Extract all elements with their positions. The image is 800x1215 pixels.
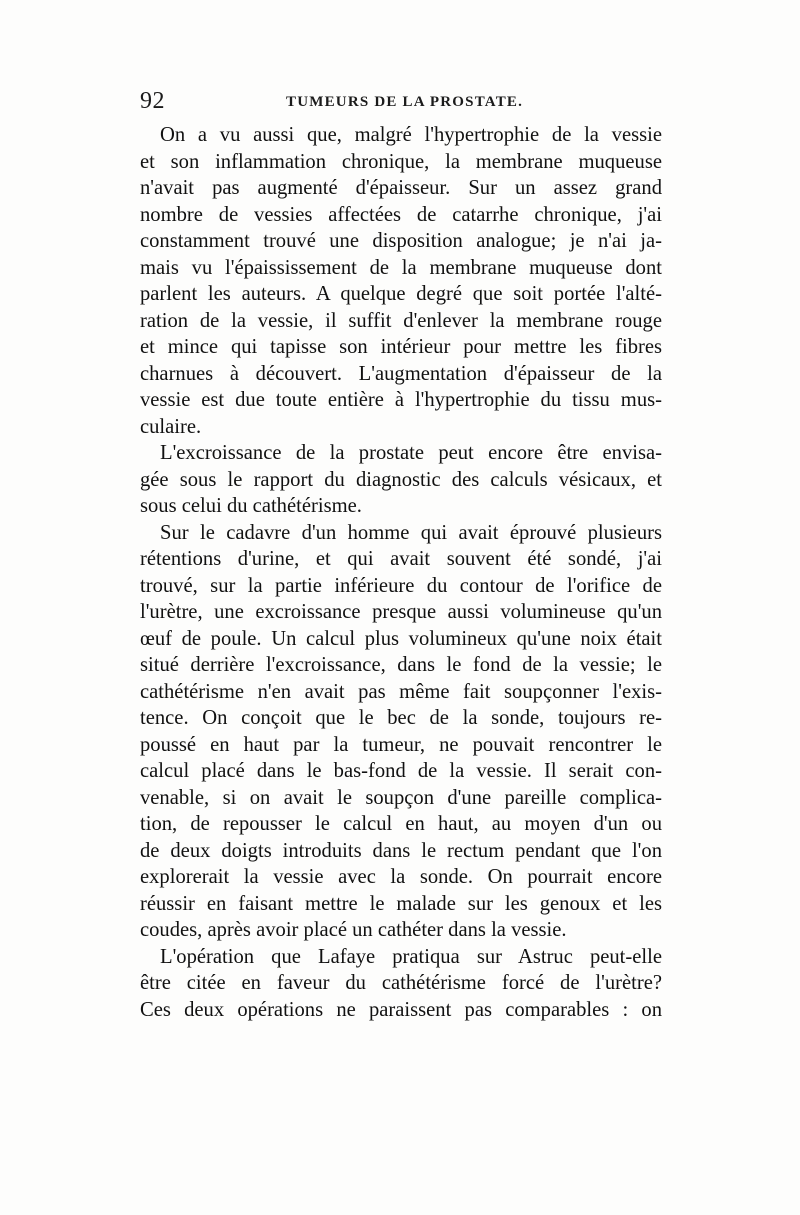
text-line: L'excroissance de la prostate peut encore être envisa- (160, 442, 662, 464)
text-line: l'urètre, une excroissance presque aussi volumineuse qu'un (140, 601, 662, 623)
page-header (140, 88, 660, 118)
text-line: Sur le cadavre d'un homme qui avait éprouvé plusieurs (160, 521, 662, 544)
text-line: tion, de repousser le calcul en haut, au moyen d'un ou (140, 813, 662, 835)
text-line: réussir en faisant mettre le malade sur les genoux et les (140, 892, 662, 915)
text-line: culaire. (140, 415, 202, 438)
text-line: vessie est due toute entière à l'hypertrophie du tissu mus- (140, 389, 662, 411)
text-line: mais vu l'épaississement de la membrane muqueuse dont (140, 256, 662, 279)
text-line: parlent les auteurs. A quelque degré que soit portée l'alté- (140, 283, 662, 305)
text-line: ration de la vessie, il suffit d'enlever la membrane rouge (140, 309, 662, 332)
text-line: sous celui du cathétérisme. (140, 495, 362, 517)
text-line: venable, si on avait le soupçon d'une pareille complica- (140, 786, 662, 809)
text-line: situé derrière l'excroissance, dans le fond de la vessie; le (140, 654, 662, 676)
body-text (140, 122, 662, 1023)
text-line: et son inflammation chronique, la membrane muqueuse (140, 150, 662, 173)
text-line: rétentions d'urine, et qui avait souvent été sondé, j'ai (140, 548, 662, 570)
text-line: de deux doigts introduits dans le rectum pendant que l'on (140, 839, 662, 862)
text-line: trouvé, sur la partie inférieure du contour de l'orifice de (140, 574, 662, 597)
text-line: explorerait la vessie avec la sonde. On pourrait encore (140, 866, 662, 888)
text-line: nombre de vessies affectées de catarrhe chronique, j'ai (140, 203, 662, 226)
text-line: être citée en faveur du cathétérisme forcé de l'urètre? (140, 972, 662, 994)
text-line: cathétérisme n'en avait pas même fait soupçonner l'exis- (140, 680, 662, 703)
text-line: n'avait pas augmenté d'épaisseur. Sur un assez grand (140, 177, 662, 199)
paragraph-2 (140, 440, 662, 520)
text-line: Ces deux opérations ne paraissent pas comparables : on (140, 998, 662, 1021)
text-line: tence. On conçoit que le bec de la sonde, toujours re- (140, 707, 662, 729)
text-line: constamment trouvé une disposition analogue; je n'ai ja- (140, 230, 662, 252)
paragraph-1 (140, 122, 662, 440)
text-line: L'opération que Lafaye pratiqua sur Astruc peut-elle (160, 945, 662, 968)
paragraph-4 (140, 944, 662, 1024)
text-line: œuf de poule. Un calcul plus volumineux qu'une noix était (140, 627, 662, 650)
text-line: charnues à découvert. L'augmentation d'épaisseur de la (140, 362, 662, 385)
text-line: gée sous le rapport du diagnostic des calculs vésicaux, et (140, 468, 662, 491)
text-line: calcul placé dans le bas-fond de la vessie. Il serait con- (140, 760, 662, 782)
running-title: TUMEURS DE LA PROSTATE. (286, 94, 524, 110)
text-line: On a vu aussi que, malgré l'hypertrophie de la vessie (160, 124, 662, 146)
paragraph-3 (140, 520, 662, 944)
text-line: coudes, après avoir placé un cathéter dans la vessie. (140, 919, 567, 941)
page-number: 92 (140, 88, 165, 114)
text-line: poussé en haut par la tumeur, ne pouvait rencontrer le (140, 733, 662, 756)
text-line: et mince qui tapisse son intérieur pour mettre les fibres (140, 336, 662, 358)
